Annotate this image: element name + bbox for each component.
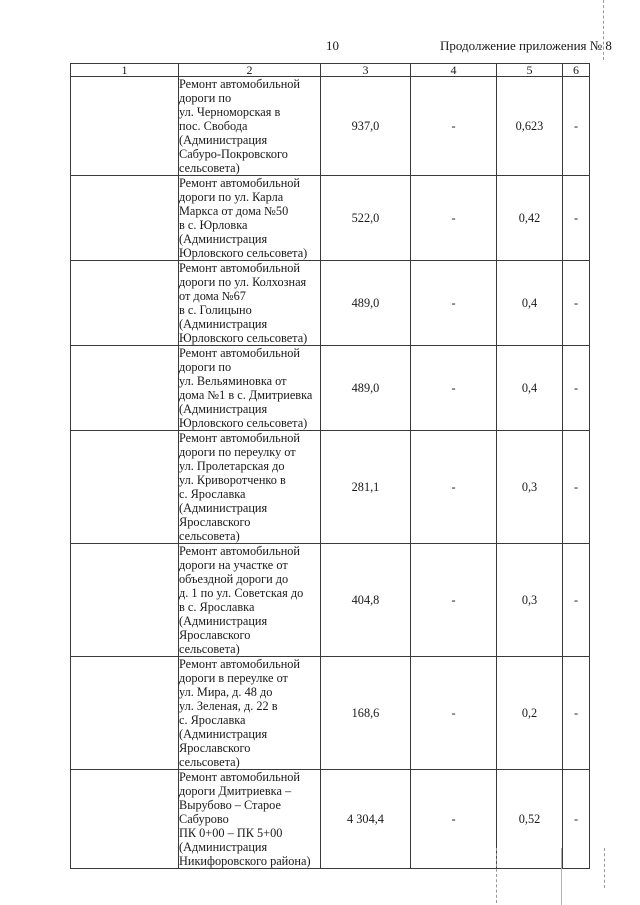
- cell-col3: 168,6: [321, 657, 411, 770]
- cell-col5: 0,42: [497, 176, 563, 261]
- cell-description: [179, 261, 321, 346]
- appendix-continuation-label: Продолжение приложения № 8: [440, 38, 612, 53]
- cell-col1: [71, 770, 179, 869]
- cell-col4: -: [411, 176, 497, 261]
- cell-col1: [71, 544, 179, 657]
- description-line: Вырубово – Старое: [179, 798, 281, 812]
- description-line: ПК 0+00 – ПК 5+00: [179, 826, 283, 840]
- description-line: Ремонт автомобильной: [179, 176, 300, 190]
- description-line: Ремонт автомобильной: [179, 346, 300, 360]
- description-line: Юрловского сельсовета): [179, 331, 308, 345]
- description-line: (Администрация: [179, 501, 268, 515]
- description-line: с. Ярославка: [179, 487, 246, 501]
- column-header-1: 1: [71, 64, 179, 77]
- description-line: дороги по ул. Карла: [179, 190, 284, 204]
- table-row: [71, 77, 590, 176]
- description-line: сельсовета): [179, 529, 240, 543]
- column-header-6: 6: [563, 64, 590, 77]
- description-line: Ремонт автомобильной: [179, 770, 300, 784]
- description-line: (Администрация: [179, 840, 268, 854]
- description-line: д. 1 по ул. Советская до: [179, 586, 304, 600]
- description-line: ул. Зеленая, д. 22 в: [179, 699, 278, 713]
- cell-col1: [71, 261, 179, 346]
- table-row: [71, 176, 590, 261]
- description-line: Маркса от дома №50: [179, 204, 289, 218]
- description-line: сельсовета): [179, 642, 240, 656]
- cell-col5: 0,623: [497, 77, 563, 176]
- description-line: от дома №67: [179, 289, 246, 303]
- cell-col1: [71, 176, 179, 261]
- cell-col3: 522,0: [321, 176, 411, 261]
- cell-description: [179, 657, 321, 770]
- cell-col3: 489,0: [321, 261, 411, 346]
- cell-col1: [71, 431, 179, 544]
- table-row: [71, 346, 590, 431]
- description-line: в с. Ярославка: [179, 600, 255, 614]
- cell-description: [179, 770, 321, 869]
- description-line: ул. Мира, д. 48 до: [179, 685, 273, 699]
- cell-col3: 4 304,4: [321, 770, 411, 869]
- description-line: (Администрация: [179, 232, 268, 246]
- description-line: пос. Свобода: [179, 119, 248, 133]
- description-line: объездной дороги до: [179, 572, 289, 586]
- cell-description: [179, 544, 321, 657]
- cell-col5: 0,4: [497, 261, 563, 346]
- description-line: Ярославского: [179, 628, 251, 642]
- cell-col5: 0,52: [497, 770, 563, 869]
- scan-artifact-line: [604, 848, 605, 888]
- description-line: дороги по: [179, 360, 232, 374]
- description-line: Юрловского сельсовета): [179, 246, 308, 260]
- description-line: Ремонт автомобильной: [179, 544, 300, 558]
- column-number-row: [71, 64, 590, 77]
- cell-col6: -: [563, 657, 590, 770]
- description-line: ул. Черноморская в: [179, 105, 281, 119]
- description-line: дороги по: [179, 91, 232, 105]
- table-row: [71, 544, 590, 657]
- cell-col5: 0,3: [497, 431, 563, 544]
- description-line: Ремонт автомобильной: [179, 77, 300, 91]
- description-line: Ремонт автомобильной: [179, 657, 300, 671]
- column-header-2: 2: [179, 64, 321, 77]
- cell-col4: -: [411, 770, 497, 869]
- cell-col4: -: [411, 346, 497, 431]
- cell-description: [179, 431, 321, 544]
- description-line: ул. Вельяминовка от: [179, 374, 287, 388]
- description-line: (Администрация: [179, 614, 268, 628]
- cell-col6: -: [563, 261, 590, 346]
- column-header-3: 3: [321, 64, 411, 77]
- cell-col5: 0,3: [497, 544, 563, 657]
- cell-description: [179, 176, 321, 261]
- description-line: с. Ярославка: [179, 713, 246, 727]
- cell-col4: -: [411, 544, 497, 657]
- column-header-4: 4: [411, 64, 497, 77]
- cell-col6: -: [563, 176, 590, 261]
- page-number: 10: [326, 38, 339, 53]
- cell-col3: 489,0: [321, 346, 411, 431]
- cell-col6: -: [563, 77, 590, 176]
- scan-artifact-line: [603, 0, 604, 60]
- cell-col4: -: [411, 77, 497, 176]
- cell-col6: -: [563, 346, 590, 431]
- description-line: ул. Пролетарская до: [179, 459, 285, 473]
- description-line: Юрловского сельсовета): [179, 416, 308, 430]
- scan-artifact-line: [561, 848, 562, 905]
- description-line: Никифоровского района): [179, 854, 311, 868]
- cell-col6: -: [563, 431, 590, 544]
- scan-artifact-line: [496, 848, 497, 903]
- table-row: [71, 261, 590, 346]
- cell-col3: 281,1: [321, 431, 411, 544]
- description-line: в с. Юрловка: [179, 218, 248, 232]
- road-repair-table: [70, 63, 590, 869]
- description-line: сельсовета): [179, 755, 240, 769]
- description-line: Сабурово: [179, 812, 229, 826]
- column-header-5: 5: [497, 64, 563, 77]
- description-line: в с. Голицыно: [179, 303, 252, 317]
- cell-col3: 937,0: [321, 77, 411, 176]
- cell-col4: -: [411, 657, 497, 770]
- cell-col1: [71, 346, 179, 431]
- cell-description: [179, 77, 321, 176]
- description-line: Ярославского: [179, 741, 251, 755]
- description-line: дороги по переулку от: [179, 445, 296, 459]
- cell-col4: -: [411, 261, 497, 346]
- description-line: Ярославского: [179, 515, 251, 529]
- description-line: дороги Дмитриевка –: [179, 784, 292, 798]
- description-line: сельсовета): [179, 161, 240, 175]
- description-line: дороги в переулке от: [179, 671, 288, 685]
- cell-col6: -: [563, 544, 590, 657]
- description-line: Ремонт автомобильной: [179, 261, 300, 275]
- cell-col4: -: [411, 431, 497, 544]
- description-line: Сабуро-Покровского: [179, 147, 288, 161]
- cell-col6: -: [563, 770, 590, 869]
- table-row: [71, 770, 590, 869]
- description-line: ул. Криворотченко в: [179, 473, 286, 487]
- cell-description: [179, 346, 321, 431]
- description-line: Ремонт автомобильной: [179, 431, 300, 445]
- description-line: дороги по ул. Колхозная: [179, 275, 307, 289]
- description-line: (Администрация: [179, 133, 268, 147]
- description-line: (Администрация: [179, 402, 268, 416]
- description-line: (Администрация: [179, 727, 268, 741]
- description-line: дома №1 в с. Дмитриевка: [179, 388, 313, 402]
- description-line: (Администрация: [179, 317, 268, 331]
- table-row: [71, 431, 590, 544]
- description-line: дороги на участке от: [179, 558, 288, 572]
- cell-col1: [71, 77, 179, 176]
- table-row: [71, 657, 590, 770]
- cell-col3: 404,8: [321, 544, 411, 657]
- cell-col5: 0,2: [497, 657, 563, 770]
- cell-col1: [71, 657, 179, 770]
- cell-col5: 0,4: [497, 346, 563, 431]
